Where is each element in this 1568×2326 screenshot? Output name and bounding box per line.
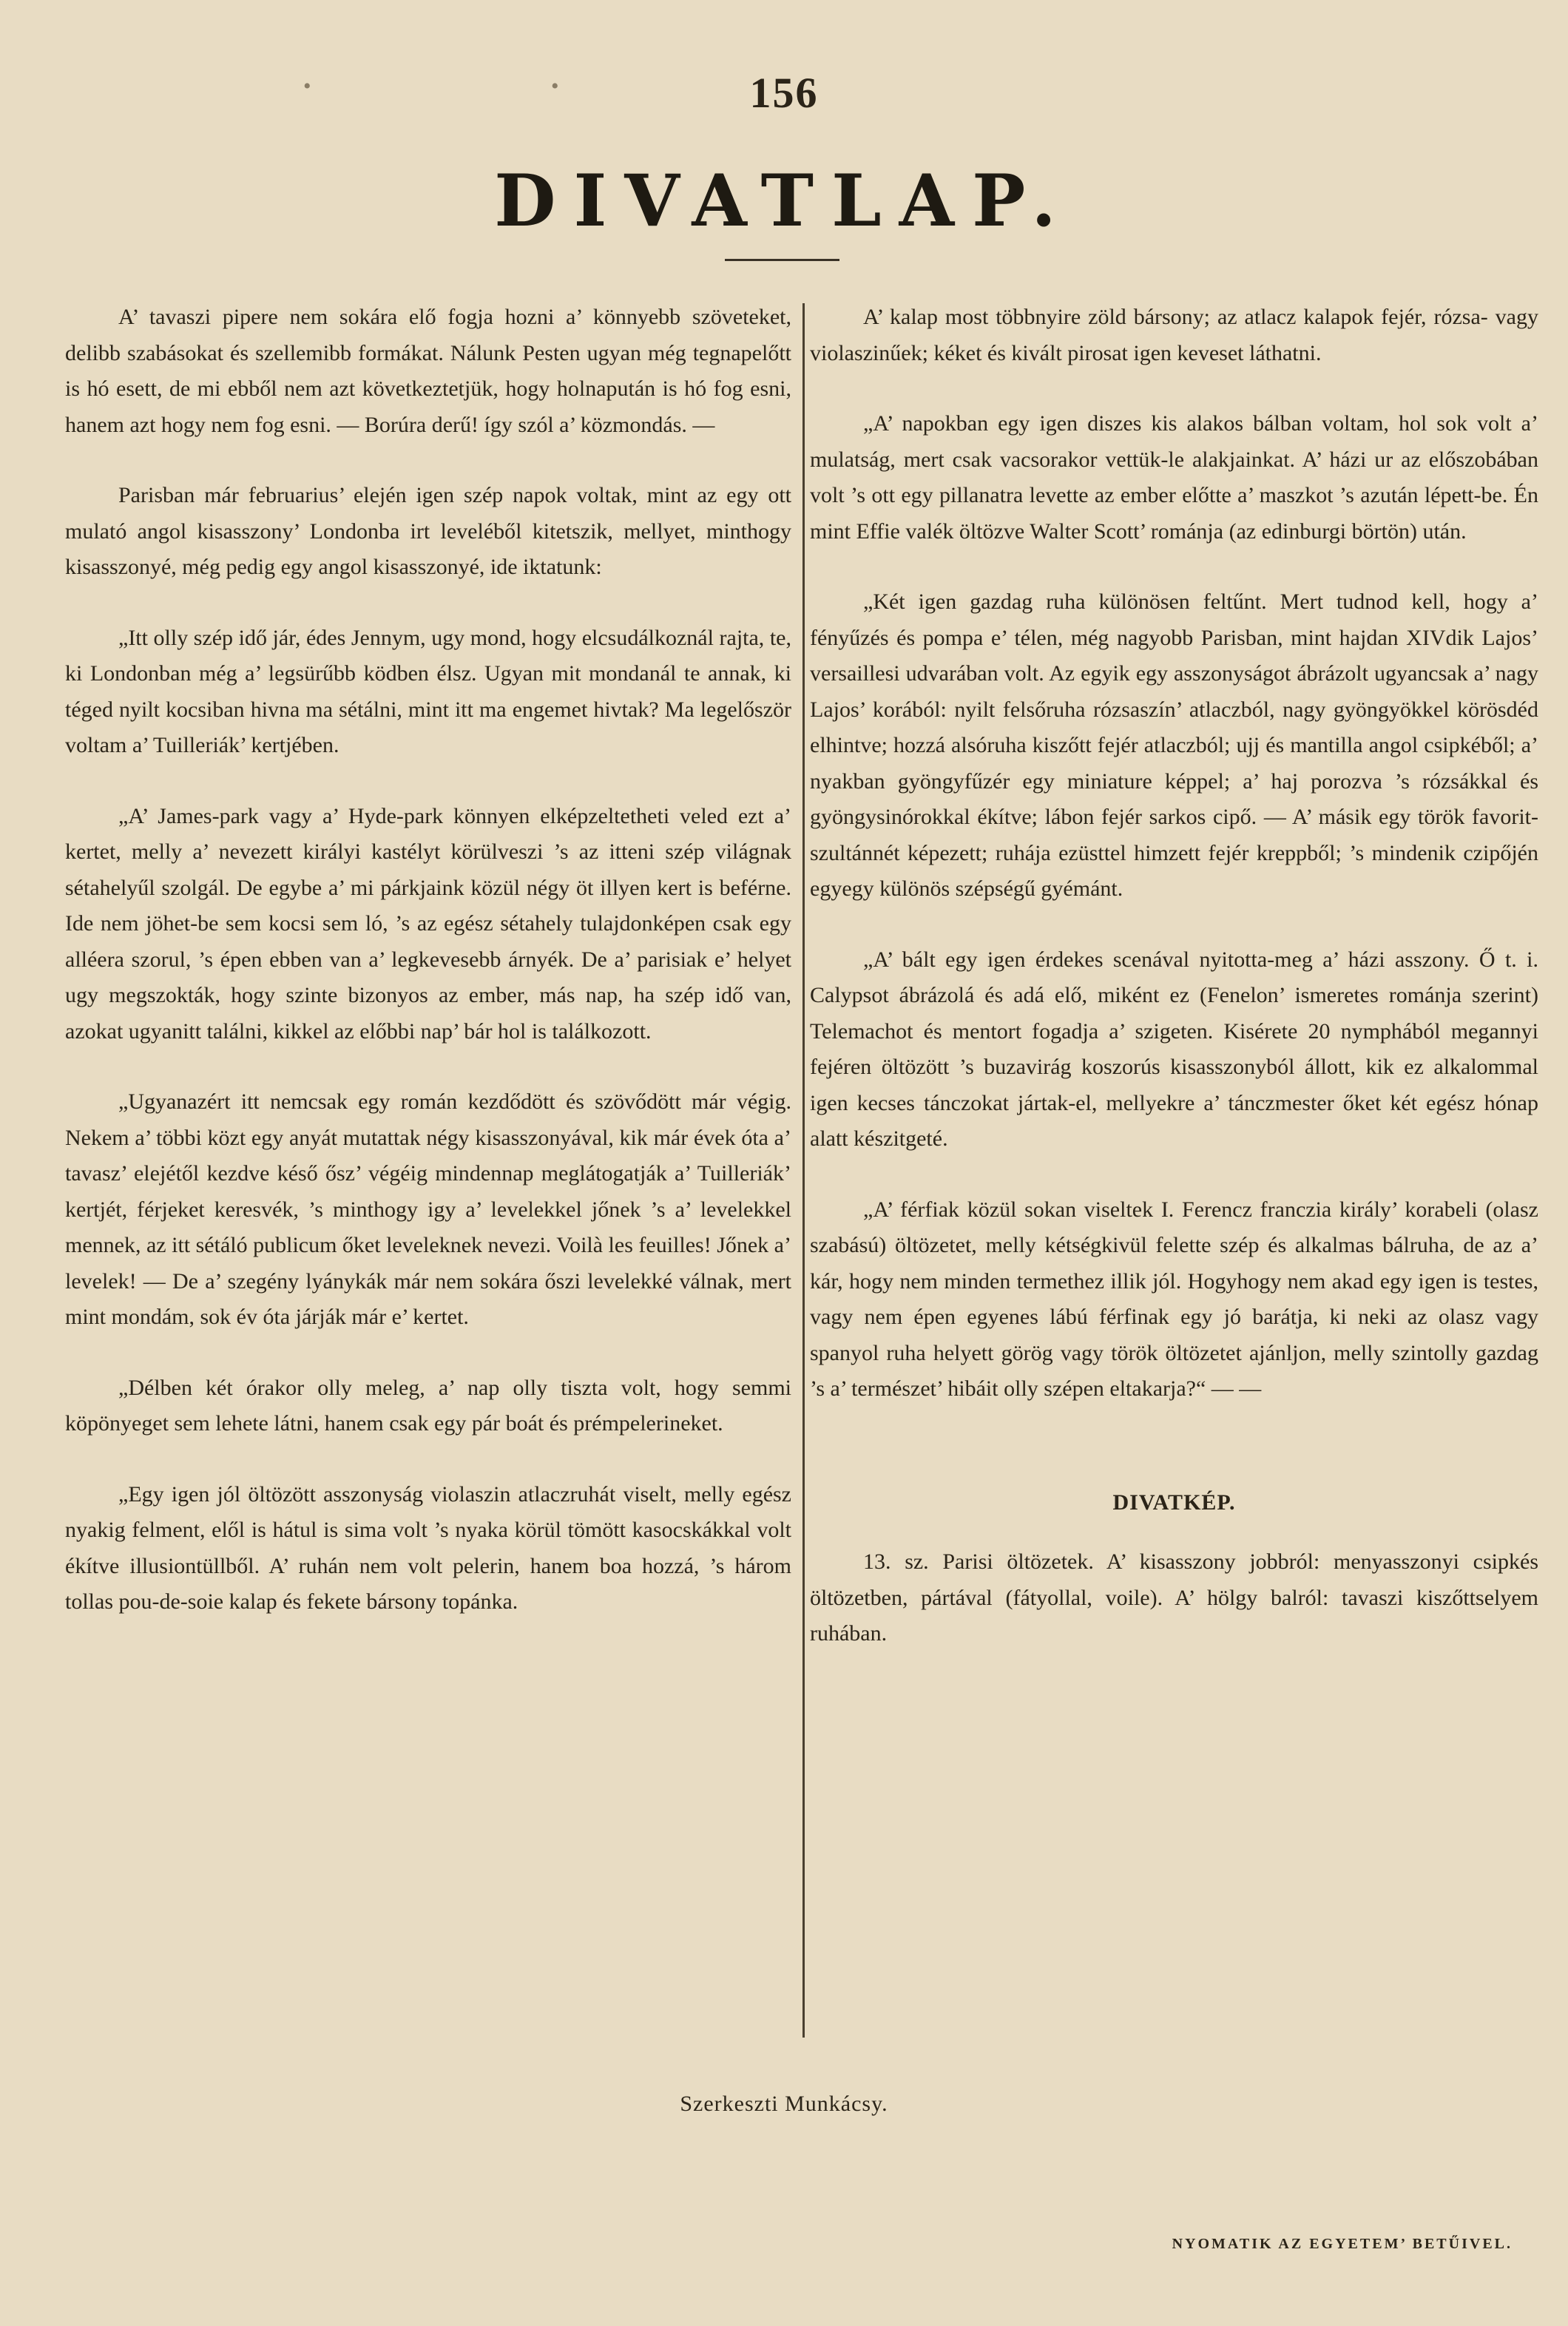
editor-line: Szerkeszti Munkácsy.: [680, 2092, 888, 2116]
paragraph: A’ kalap most többnyire zöld bársony; az atlacz kalapok fejér, rózsa- vagy violaszinűek; kéket és kivált pirosat igen keveset láthatni.: [810, 305, 1538, 365]
printer-footer: NYOMATIK AZ EGYETEM’ BETŰIVEL.: [1172, 2236, 1513, 2252]
stray-mark: •: [303, 74, 311, 98]
column-divider: [802, 303, 805, 2038]
paragraph: „Ugyanazért itt nemcsak egy román kezdődött és szövődött már végig. Nekem a’ többi közt egy anyát mutattak négy kisasszonyával, kik már évek óta a’ tavasz’ elejétől kezdve késő ősz’ végéig mindennap meglátogatják a’ Tuilleriák’ kertjét, férjeket keresvék, ’s minthogy igy a’ levelekkel jőnek ’s a’ levelekkel mennek, az itt sétáló publicum őket leveleknek nevezi. Voilà les feuilles! Jőnek a’ levelek! — De a’ szegény lyánykák már nem sokára őszi levelekké válnak, mert mint mondám, sok év óta járják már e’ kertet.: [65, 1089, 791, 1329]
left-column: [65, 300, 791, 1620]
paragraph: „A’ James-park vagy a’ Hyde-park könnyen elképzeltetheti veled ezt a’ kertet, melly a’ nevezett királyi kastélyt körülveszi ’s az itteni szép világnak sétahelyűl szolgál. De egybe a’ mi párkjaink közül négy öt illyen kert is beférne. Ide nem jöhet-be sem kocsi sem ló, ’s az egész sétahely tulajdonképen csak egy alléera szorul, ’s épen ebben van a’ legkevesebb árnyék. De a’ parisiak e’ helyet ugy megszokták, hogy szinte bizonyos az ember, más nap, ha szép idő van, azokat ugyanitt találni, kikkel az előbbi nap’ bár hol is találkozott.: [65, 803, 791, 1044]
page-number: 156: [749, 69, 819, 117]
paragraph: „A’ napokban egy igen diszes kis alakos bálban voltam, hol sok volt a’ mulatság, mert csak vacsorakor vettük-le alakjainkat. A’ házi ur az előszobában volt ’s ott egy pillanatra levette az ember előtte a’ maszkot ’s azután lépett-be. Én mint Effie valék öltözve Walter Scott’ románja (az edinburgi börtön) után.: [810, 411, 1538, 544]
masthead-title: DIVATLAP.: [494, 159, 1074, 243]
paragraph: „Délben két órakor olly meleg, a’ nap olly tiszta volt, hogy semmi köpönyeget sem lehete látni, hanem csak egy pár boát és prémpelerineket.: [65, 1375, 791, 1436]
divatkep-heading: DIVATKÉP.: [1112, 1490, 1236, 1515]
paragraph: Parisban már februarius’ elején igen szép napok voltak, mint az egy ott mulató angol kisasszony’ Londonba irt leveléből kitetszik, mellyet, minthogy kisasszonyé, még pedig egy angol kisasszonyé, ide iktatunk:: [65, 483, 791, 579]
paragraph: „A’ férfiak közül sokan viseltek I. Ferencz franczia király’ korabeli (olasz szabású) öltözetet, melly kétségkivül felette szép és alkalmas bálruha, de az a’ kár, hogy nem minden termethez illik jól. Hogyhogy nem akad egy igen is testes, vagy nem épen egyenes lábú férfinak egy jó barátja, ki neki az olasz vagy spanyol ruha helyett görög vagy török öltözetet ajánljon, melly szintolly gazdag ’s a’ természet’ hibáit olly szépen eltakarja?“ — —: [810, 1197, 1538, 1401]
paragraph: A’ tavaszi pipere nem sokára elő fogja hozni a’ könnyebb szöveteket, delibb szabásokat és szellemibb formákat. Nálunk Pesten ugyan még tegnapelőtt is hó esett, de mi ebből nem azt következtetjük, hogy holnapután is hó fog esni, hanem azt hogy nem fog esni. — Borúra derű! így szól a’ közmondás. —: [65, 305, 791, 437]
stray-mark: •: [551, 74, 559, 98]
paragraph: „Itt olly szép idő jár, édes Jennym, ugy mond, hogy elcsudálkoznál rajta, te, ki Londonban még a’ legsürűbb ködben élsz. Ugyan mit mondanál te annak, ki téged nyilt kocsiban hivna ma sétálni, mint itt ma engemet hivtak? Ma legelőször voltam a’ Tuilleriák’ kertjében.: [65, 625, 791, 757]
right-column: [810, 300, 1538, 1652]
title-rule: [725, 259, 839, 261]
paragraph: „Két igen gazdag ruha különösen feltűnt. Mert tudnod kell, hogy a’ fényűzés és pompa e’ télen, még nagyobb Parisban, mint hajdan XIVdik Lajos’ versaillesi udvarában volt. Az egyik egy asszonyságot ábrázolt ugyancsak a’ nagy Lajos’ korából: nyilt felsőruha rózsaszín’ atlaczból, nagy gyöngyökkel körösdéd elhintve; hozzá alsóruha kiszőtt fejér atlaczból; ujj és mantilla angol csipkéből; a’ nyakban gyöngyfűzér egy miniature képpel; a’ haj porozva ’s rózsákkal és gyöngysinórokkal ékítve; lábon fejér sarkos cipő. — A’ másik egy török favorit-szultánnét képezett; ruhája ezüsttel himzett fejér kreppből; ’s mindenik czipőjén egyegy különös szépségű gyémánt.: [810, 589, 1538, 901]
paragraph: „A’ bált egy igen érdekes scenával nyitotta-meg a’ házi asszony. Ő t. i. Calypsot ábrázolá és adá elő, miként ez (Fenelon’ ismeretes románja szerint) Telemachot és mentort fogadja a’ szigeten. Kisérete 20 nymphából megannyi fejéren öltözött ’s buzavirág koszorús kisasszonyból állott, kik ez alkalommal igen kecses tánczokat jártak-el, mellyekre a’ tánczmester őket két egész hónap alatt készitgeté.: [810, 947, 1538, 1151]
paragraph: „Egy igen jól öltözött asszonyság violaszin atlaczruhát viselt, melly egész nyakig felment, elől is hátul is sima volt ’s nyaka körül tömött kasocskákkal volt ékítve illusiontüllből. A’ ruhán nem volt pelerin, hanem boa hozzá, ’s három tollas pou-de-soie kalap és fekete bársony topánka.: [65, 1481, 791, 1614]
divatkep-text: 13. sz. Parisi öltözetek. A’ kisasszony jobbról: menyasszonyi csipkés öltözetben, pártával (fátyollal, voile). A’ hölgy balról: tavaszi kiszőttselyem ruhában.: [810, 1549, 1538, 1646]
